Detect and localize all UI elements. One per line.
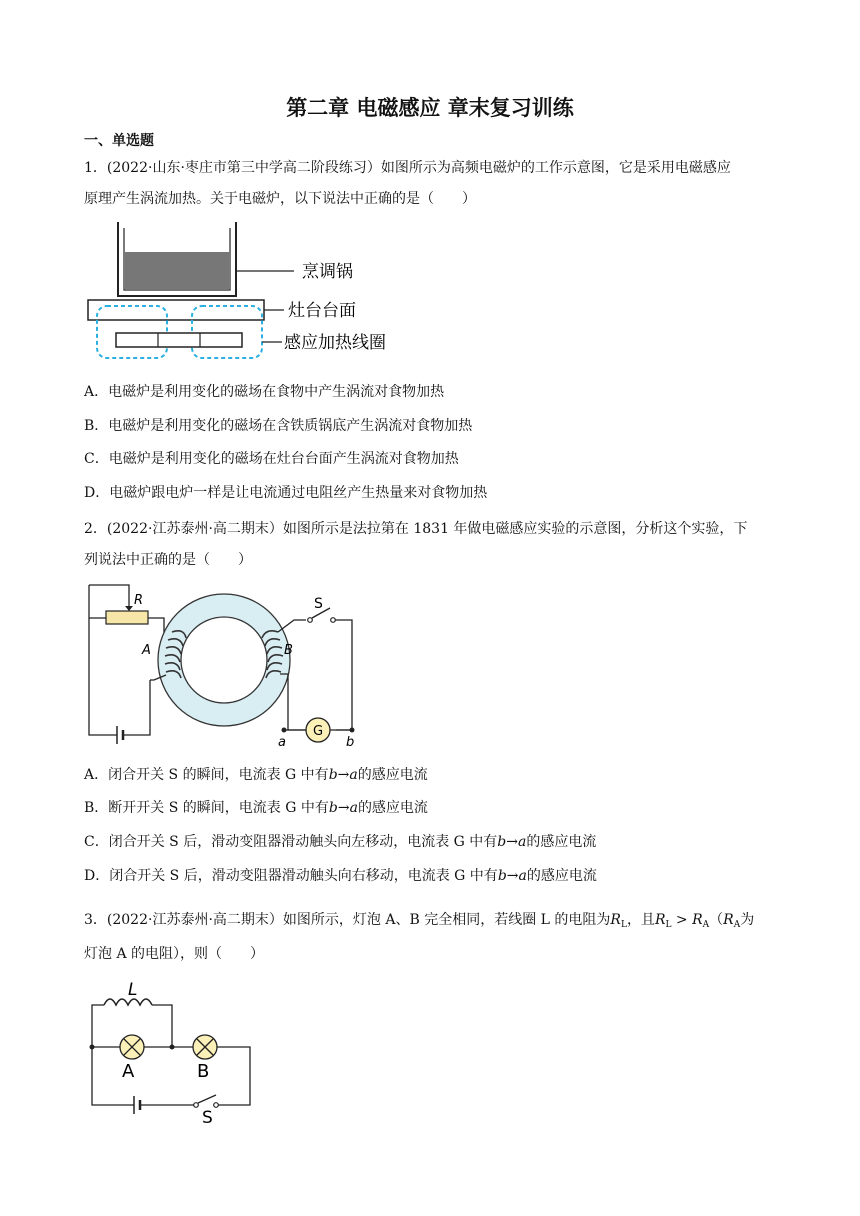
label-pot: 烹调锅 (302, 262, 353, 282)
q1-option-b: B．电磁炉是利用变化的磁场在含铁质锅底产生涡流对食物加热 (84, 418, 473, 434)
heating-coil (116, 333, 242, 347)
q1-option-d: D．电磁炉跟电炉一样是让电流通过电阻丝产生热量来对食物加热 (84, 485, 488, 501)
stove-top (88, 300, 264, 320)
label-S: S (314, 596, 323, 612)
page-title: 第二章 电磁感应 章末复习训练 (286, 96, 574, 120)
q2-figure-faraday-ring (84, 580, 364, 754)
q3-figure-lamp-circuit (84, 975, 264, 1129)
q2-option-c: C．闭合开关 S 后，滑动变阻器滑动触头向左移动，电流表 G 中有b→a的感应电流 (84, 834, 597, 850)
q1-stem-line2: 原理产生涡流加热。关于电磁炉，以下说法中正确的是（ ） (84, 191, 476, 207)
switch-S (198, 1095, 216, 1103)
q1-figure-induction-cooker (86, 220, 416, 364)
label-lamp-A: A (122, 1061, 135, 1082)
q1-stem-line1: 1．(2022·山东·枣庄市第三中学高二阶段练习）如图所示为高频电磁炉的工作示意图，它是采用电磁感应 (84, 160, 731, 176)
label-L: L (128, 980, 138, 1000)
q2-stem-line2: 列说法中正确的是（ ） (84, 552, 252, 568)
q3-stem-line2: 灯泡 A 的电阻），则（ ） (84, 946, 265, 962)
q2-option-d: D．闭合开关 S 后，滑动变阻器滑动触头向右移动，电流表 G 中有b→a的感应电流 (84, 868, 597, 884)
q2-stem-line1: 2．(2022·江苏泰州·高二期末）如图所示是法拉第在 1831 年做电磁感应实验的示意图，分析这个实验，下 (84, 521, 748, 537)
label-b: b (346, 735, 355, 750)
label-A: A (142, 643, 151, 658)
label-stove: 灶台台面 (288, 301, 356, 321)
q1-option-a: A．电磁炉是利用变化的磁场在食物中产生涡流对食物加热 (84, 384, 445, 400)
label-coil: 感应加热线圈 (284, 333, 386, 353)
label-G: G (313, 724, 324, 739)
rheostat (106, 611, 148, 624)
q1-option-c: C．电磁炉是利用变化的磁场在灶台台面产生涡流对食物加热 (84, 451, 459, 467)
q2-option-a: A．闭合开关 S 的瞬间，电流表 G 中有b→a的感应电流 (84, 767, 428, 783)
section-heading: 一、单选题 (84, 133, 154, 149)
pot-contents (125, 252, 229, 289)
q3-stem-line1: 3．(2022·江苏泰州·高二期末）如图所示，灯泡 A、B 完全相同，若线圈 L 的电阻为$R_L$，且$R_L > R_A(R_A$为 (84, 912, 755, 930)
q2-option-b: B．断开开关 S 的瞬间，电流表 G 中有b→a的感应电流 (84, 800, 428, 816)
label-R: R (134, 593, 144, 608)
label-B: B (284, 643, 293, 658)
label-switch-S: S (202, 1108, 213, 1125)
label-lamp-B: B (197, 1061, 210, 1082)
label-a: a (278, 735, 286, 750)
